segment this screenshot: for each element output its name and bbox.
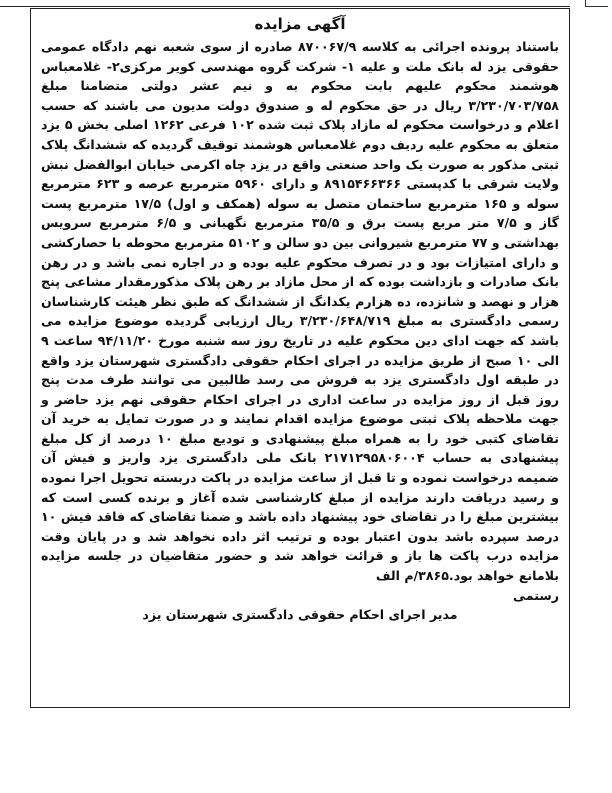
- signer-name: رستمی: [513, 587, 559, 603]
- notice-body-text: باستناد پرونده اجرائی به کلاسه ۸۷۰۰۶۷/۹ صادره از سوی شعبه نهم دادگاه عمومی حقوقی یزد له بانک ملت و علیه ۱- شرکت گروه مهندسی کویر مرکزی۲- غلامعباس هوشمند محکوم علیهم بابت محکوم به و نیم عشر دولتی متضامنا مبلغ ۳/۲۳۰/۷۰۳/۷۵۸ ریال در حق محکوم له و صندوق دولت مدیون می باشند که حسب اعلام و درخواست محکوم له مازاد پلاک ثبت شده ۱۰۲ فرعی ۱۲۶۲ اصلی بخش ۵ یزد متعلق به محکوم علیه ردیف دوم غلامعباس هوشمند توقیف گردیده که ششدانگ پلاک ثبتی مذکور به صورت یک واحد صنعتی واقع در یزد چاه اکرمی خیابان ابوالفضل نبش ولایت شرقی با کدپستی ۸۹۱۵۴۶۶۳۶۶ و دارای ۵۹۶۰ مترمربع عرصه و ۶۲۳ مترمربع سوله و ۱۶۵ مترمربع ساختمان متصل به سوله (همکف و اول) ۱۷/۵ مترمربع پست گاز و ۷/۵ متر مربع پست برق و ۳۵/۵ مترمربع نگهبانی و ۶/۵ مترمربع سرویس بهداشتی و ۷۷ مترمربع شیروانی بین دو سالن و ۵۱۰۲ مترمربع محوطه با حصارکشی و دارای امتیازات بود و در تصرف محکوم علیه بوده و در اجاره نمی باشد و در رهن بانک صادرات و بازداشت بوده که از محل مازاد بر رهن پلاک مذکورمقدار مشاعی پنج هزار و نهصد و شانزده، ده هزارم یکدانگ از ششدانگ که طبق نظر هیئت کارشناسان رسمی دادگستری به مبلغ ۳/۲۳۰/۶۴۸/۷۱۹ ریال ارزیابی گردیده موضوع مزایده می باشد که جهت ادای دین محکوم علیه در تاریخ روز سه شنبه مورخ ۹۴/۱۱/۲۰ ساعت ۹ الی ۱۰ صبح از طریق مزایده در اجرای احکام حقوقی دادگستری شهرستان یزد واقع در طبقه اول دادگستری یزد به فروش می رسد طالبین می توانند طرف مدت پنج روز قبل از روز مزایده در ساعت اداری در اجرای احکام حقوقی نهم یزد حاضر و جهت ملاحظه پلاک ثبتی موضوع مزایده اقدام نمایند و در صورت تمایل به خرید آن تقاضای کتبی خود را به همراه مبلغ پیشنهادی و تودیع مبلغ ۱۰ درصد از کل مبلغ پیشنهادی به حساب ۲۱۷۱۲۹۵۸۰۶۰۰۴ بانک ملی دادگستری یزد واریز و فیش آن ضمیمه درخواست نموده و تا قبل از ساعت مزایده در پاکت دربسته تحویل اجرا نموده و رسید دریافت دارند مزایده از مبلغ کارشناسی شده آغاز و برنده کسی است که بیشترین مبلغ را در تقاضای خود پیشنهاد داده باشد و ضمنا تقاضای که فاقد فیش ۱۰ درصد سپرده باشد بدون اعتبار بوده و ترتیب اثر داده نخواهد شد و در پایان وقت مزایده درب پاکت ها باز و قرائت خواهد شد و حضور متقاضیان در جلسه مزایده بلامانع خواهد بود.: [41, 39, 560, 584]
- notice-body: [41, 37, 559, 586]
- auction-notice: [30, 8, 570, 708]
- notice-title: آگهی مزایده: [254, 15, 346, 33]
- notice-ref-code: ۳۸۶۵/م الف: [375, 568, 449, 584]
- signature-row: [41, 586, 559, 606]
- page-corner-mark: [585, 0, 608, 7]
- top-border-rule: [0, 0, 570, 7]
- signer-title: مدیر اجرای احکام حقوقی دادگستری شهرستان یزد: [142, 607, 458, 623]
